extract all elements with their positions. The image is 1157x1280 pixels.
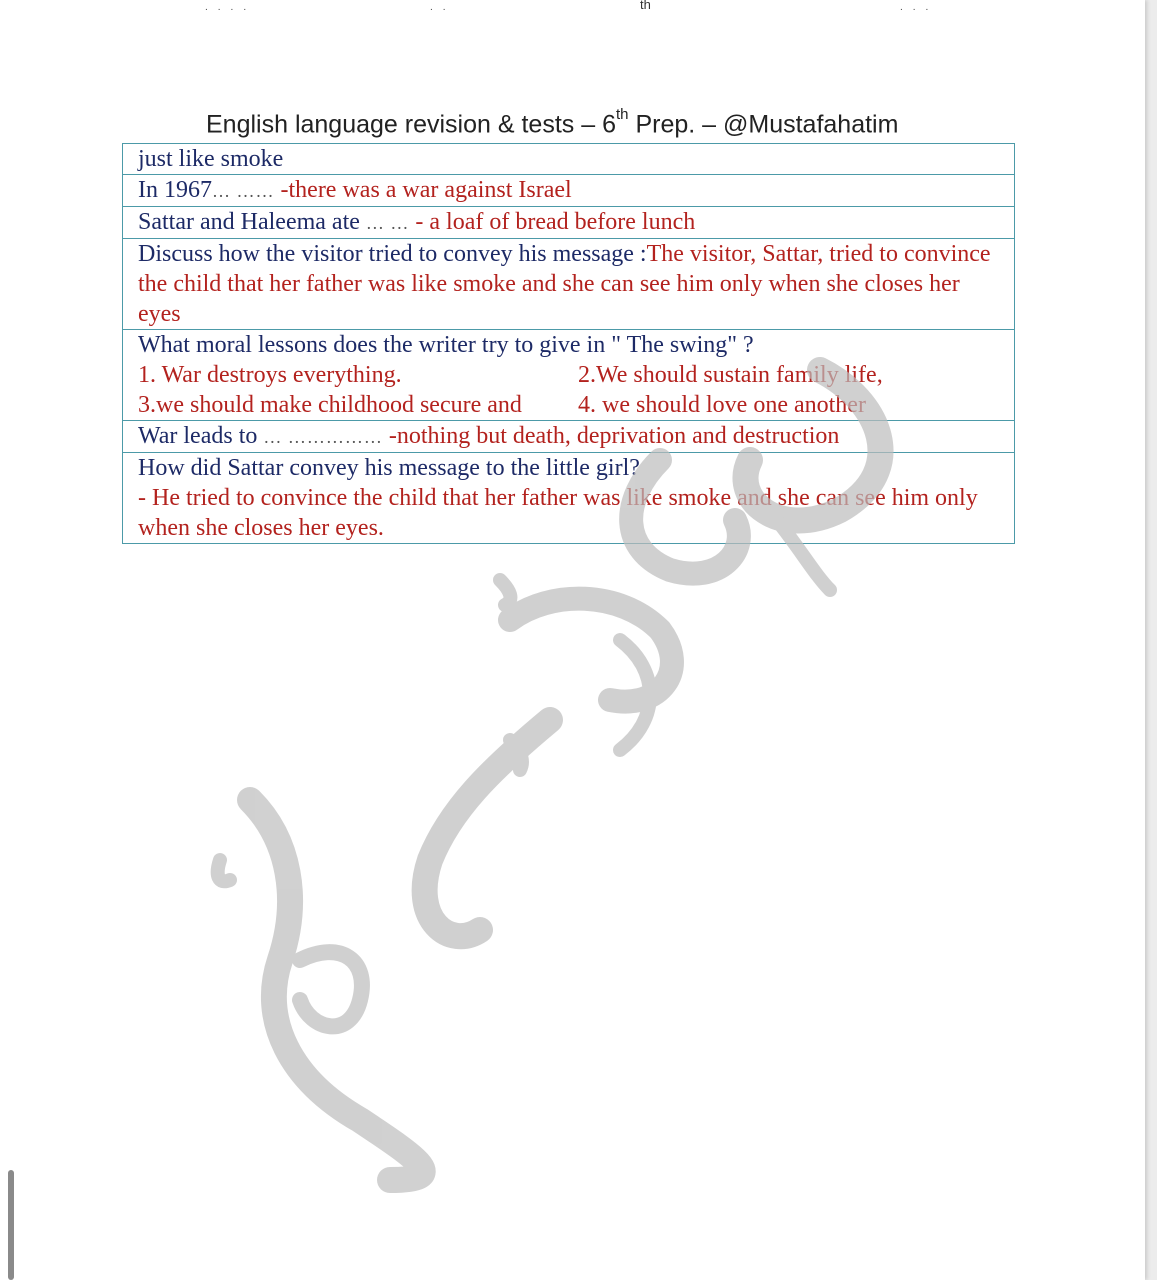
answer-line	[138, 390, 1008, 420]
question-text: Discuss how the visitor tried to convey his message :	[138, 241, 647, 267]
question-text: In 1967	[138, 177, 212, 203]
answer-text: -nothing but death, deprivation and destruction	[382, 423, 840, 449]
row-cell	[123, 453, 1015, 544]
answer-text: The visitor, Sattar, tried to convince the child that her father was like smoke and she can see him only when she closes her eyes	[138, 241, 991, 327]
question-text: War leads to	[138, 423, 264, 449]
row-cell	[123, 330, 1015, 421]
remnant-dots: ..	[430, 2, 456, 13]
table-row	[123, 421, 1015, 453]
row-cell	[123, 207, 1015, 239]
answer-line	[138, 360, 1008, 390]
table-row	[123, 144, 1015, 175]
table-row	[123, 207, 1015, 239]
table-row	[123, 239, 1015, 330]
remnant-dots: ...	[900, 2, 939, 13]
answer-text: 2.We should sustain family life,	[578, 362, 883, 388]
question-text: What moral lessons does the writer try to give in " The swing" ?	[138, 332, 754, 358]
row-cell	[123, 175, 1015, 207]
table-row	[123, 330, 1015, 421]
blank-dots: … …	[365, 213, 410, 233]
row-cell	[123, 421, 1015, 453]
table-row	[123, 453, 1015, 544]
table-row	[123, 175, 1015, 207]
remnant-dots: ....	[205, 2, 257, 13]
blank-dots: … ……………	[263, 427, 383, 447]
question-text: How did Sattar convey his message to the little girl?	[138, 455, 640, 481]
remnant-text: th	[640, 0, 651, 12]
row-cell	[123, 239, 1015, 330]
title-superscript: th	[615, 106, 629, 123]
answer-text: 4. we should love one another	[578, 392, 866, 418]
title-main: English language revision & tests – 6	[206, 110, 616, 139]
title-rest: Prep. – @Mustafahatim	[628, 110, 899, 139]
answer-text: 1. War destroys everything.	[138, 362, 402, 388]
previous-page-remnant	[0, 0, 1145, 16]
question-text: Sattar and Haleema ate	[138, 209, 366, 235]
scrollbar-thumb[interactable]	[8, 1170, 14, 1280]
page-title	[206, 106, 899, 139]
answer-text: - a loaf of bread before lunch	[409, 209, 696, 235]
qa-table	[122, 143, 1015, 544]
answer-text: -there was a war against Israel	[274, 177, 572, 203]
answer-text: 3.we should make childhood secure and	[138, 392, 522, 418]
answer-text: - He tried to convince the child that her father was like smoke and she can see him only when she closes her eyes.	[138, 485, 978, 541]
blank-dots: … ……	[212, 181, 275, 201]
row-cell	[123, 144, 1015, 175]
question-text: just like smoke	[138, 146, 284, 172]
